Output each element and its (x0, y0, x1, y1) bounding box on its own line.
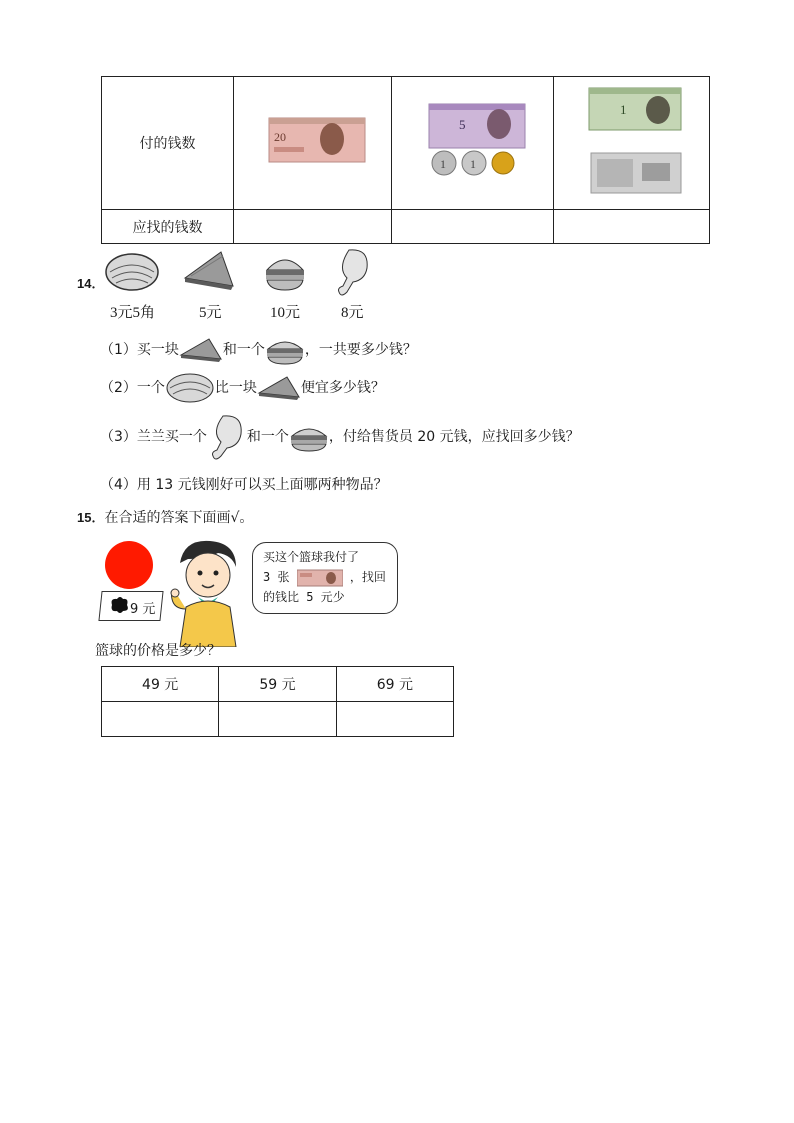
q14-sub2-prefix: （2）一个 (100, 380, 165, 396)
price-sandwich: 5元 (199, 305, 222, 321)
q14-sub3-prefix: （3）兰兰买一个 (100, 429, 207, 445)
five-yuan-and-coins-icon (392, 77, 553, 205)
q14-sub1-prefix: （1）买一块 (100, 342, 179, 358)
q14-sub3 (100, 412, 580, 462)
q14-sub3-mid: 和一个 (246, 429, 289, 445)
change-label: 应找的钱数 (102, 210, 234, 244)
money-table (101, 76, 710, 244)
q14-sub2-mid: 比一块 (214, 380, 257, 396)
q14-sub1-mid: 和一个 (222, 342, 265, 358)
svg-text:1: 1 (620, 102, 627, 117)
price-chicken: 8元 (341, 305, 364, 321)
price-burger: 10元 (270, 305, 301, 321)
boy-icon (166, 537, 248, 647)
paid-cell-2 (392, 77, 554, 210)
basketball-icon (104, 540, 156, 592)
q15-question: 篮球的价格是多少？ (95, 643, 221, 659)
svg-text:20: 20 (274, 130, 286, 144)
burger-icon (265, 335, 305, 365)
svg-text:1: 1 (440, 157, 446, 171)
chicken-leg-icon (207, 412, 247, 462)
q14-sub2-suffix: 便宜多少钱？ (300, 380, 385, 396)
change-cell-2[interactable] (392, 210, 554, 244)
burger-icon (263, 250, 307, 292)
speech-line-2 (263, 567, 397, 587)
option-59: 59 元 (219, 667, 336, 702)
answer-cell-49[interactable] (102, 702, 219, 737)
ink-blot-icon (108, 594, 130, 616)
answer-cell-69[interactable] (336, 702, 453, 737)
change-cell-1[interactable] (234, 210, 392, 244)
change-cell-3[interactable] (554, 210, 710, 244)
twenty-yuan-note-icon (234, 77, 391, 205)
price-tag-text: 9 元 (130, 602, 156, 617)
answer-table (101, 666, 454, 737)
price-bread: 3元5角 (110, 305, 156, 321)
sandwich-icon (179, 337, 223, 363)
svg-text:1: 1 (470, 157, 476, 171)
q14-sub4: （4）用 13 元钱刚好可以买上面哪两种物品？ (100, 477, 388, 493)
option-69: 69 元 (336, 667, 453, 702)
sandwich-icon (183, 250, 235, 292)
speech-line-2b: ，找回 (349, 570, 386, 584)
bread-icon (165, 372, 215, 404)
sandwich-icon (257, 375, 301, 401)
question-15-title: 在合适的答案下面画√。 (104, 510, 254, 526)
q14-sub1-suffix: ，一共要多少钱？ (304, 342, 417, 358)
question-15 (77, 507, 253, 527)
svg-text:5: 5 (459, 117, 466, 132)
answer-cell-59[interactable] (219, 702, 336, 737)
chicken-leg-icon (333, 246, 373, 300)
burger-icon (289, 422, 329, 452)
speech-line-3: 的钱比 5 元少 (263, 590, 345, 604)
paid-cell-3 (554, 77, 710, 210)
q14-sub3-suffix: ，付给售货员 20 元钱，应找回多少钱？ (328, 429, 580, 445)
question-14-number: 14． (77, 276, 105, 291)
speech-line-2a: 3 张 (263, 570, 290, 584)
one-yuan-and-five-jiao-notes-icon (554, 77, 709, 205)
paid-label: 付的钱数 (102, 77, 234, 210)
speech-line-1: 买这个篮球我付了 (263, 550, 360, 564)
speech-bubble (252, 542, 398, 614)
option-49: 49 元 (102, 667, 219, 702)
twenty-yuan-note-icon (297, 569, 343, 587)
bread-icon (104, 250, 160, 292)
paid-cell-1 (234, 77, 392, 210)
q14-sub2 (100, 372, 385, 404)
question-15-number: 15． (77, 510, 105, 525)
q14-sub1 (100, 335, 417, 365)
